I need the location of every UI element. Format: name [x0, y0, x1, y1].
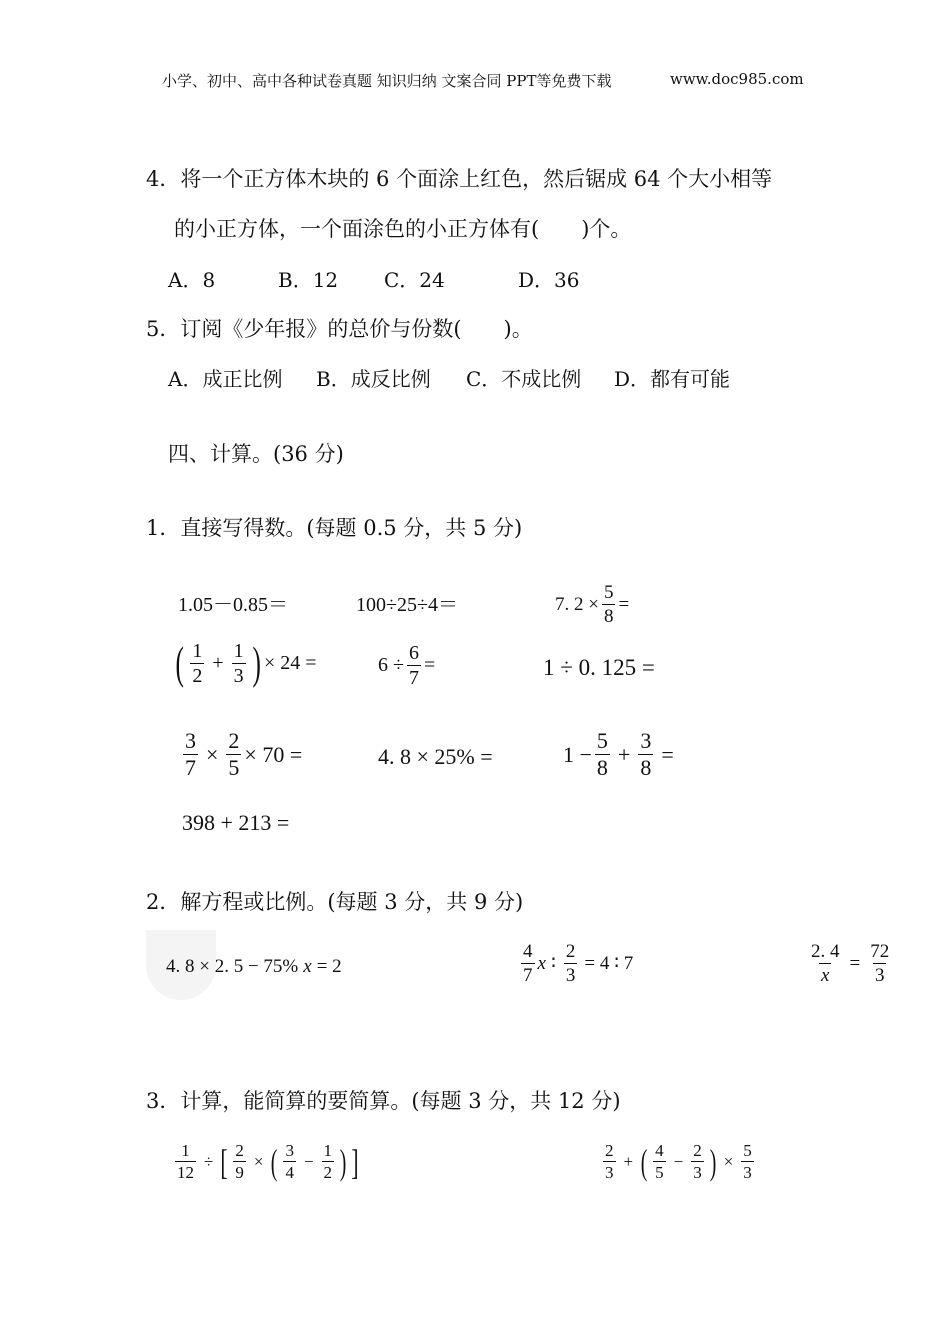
equation-3: [806, 942, 894, 985]
expr-2: 100÷25÷4＝: [356, 594, 458, 616]
simplify-expr-2: [600, 1142, 757, 1181]
equation-1-lead: 4. 8 × 2. 5 − 75%: [166, 956, 299, 977]
fraction: $\frac{5}{8}$: [603, 582, 614, 627]
fraction: $\frac{2}{3}$: [693, 1141, 702, 1182]
right-bracket: ]: [351, 1141, 359, 1182]
equals: =: [423, 654, 436, 676]
header-text: 小学、初中、高中各种试卷真题 知识归纳 文案合同 PPT等免费下载: [162, 72, 612, 90]
expr-7: [180, 730, 302, 779]
minus: −: [303, 1151, 314, 1171]
expr-8: 4. 8 × 25% =: [378, 744, 493, 769]
expr-1: 1.05－0.85＝: [178, 594, 288, 616]
fraction: $\frac{2. 4}{x}$: [811, 941, 840, 986]
equals: =: [661, 741, 674, 767]
times: ×: [723, 1151, 734, 1171]
right-paren: ): [339, 1141, 347, 1182]
expr-5-lead: 6 ÷: [378, 654, 404, 676]
fraction: $\frac{6}{7}$: [408, 642, 419, 689]
equals: =: [618, 593, 630, 615]
minus: −: [673, 1151, 684, 1171]
left-paren: (: [175, 637, 184, 688]
right-paren: ): [709, 1141, 716, 1182]
q5-option-a: A．成正比例: [168, 367, 283, 391]
q5-option-c: C．不成比例: [466, 367, 582, 391]
plus: +: [617, 741, 631, 767]
part1-title: 1．直接写得数。(每题 0.5 分，共 5 分): [146, 516, 523, 540]
fraction: $\frac{3}{8}$: [640, 728, 652, 780]
fraction: $\frac{1}{3}$: [233, 639, 244, 687]
expr-4: [172, 637, 317, 688]
section-4-title: 四、计算。(36 分): [168, 442, 344, 466]
fraction: $\frac{2}{3}$: [565, 941, 576, 986]
part2-title: 2．解方程或比例。(每题 3 分，共 9 分): [146, 890, 524, 914]
variable-x: x: [303, 956, 312, 977]
equation-1-rhs: = 2: [316, 956, 342, 977]
fraction: $\frac{3}{4}$: [285, 1141, 294, 1182]
simplify-expr-1: [172, 1142, 361, 1181]
plus: +: [623, 1151, 634, 1171]
equation-2: [518, 942, 633, 985]
expr-9-lead: 1 −: [563, 741, 592, 767]
fraction: $\frac{2}{9}$: [235, 1141, 244, 1182]
left-bracket: [: [220, 1141, 228, 1182]
q4-option-b: B．12: [278, 268, 339, 292]
q4-line1: 4．将一个正方体木块的 6 个面涂上红色，然后锯成 64 个大小相等: [146, 167, 773, 191]
times: ×: [253, 1151, 264, 1171]
equals: =: [849, 952, 861, 974]
expr-3: [555, 583, 629, 626]
ratio-colon: ∶: [550, 953, 556, 974]
fraction: $\frac{1}{12}$: [177, 1141, 194, 1182]
q4-option-d: D．36: [518, 268, 580, 292]
plus: +: [212, 651, 224, 674]
fraction: $\frac{1}{2}$: [323, 1141, 333, 1182]
fraction: $\frac{4}{5}$: [655, 1141, 664, 1182]
expr-9: [563, 730, 679, 779]
q4-line2: 的小正方体，一个面涂色的小正方体有( )个。: [174, 217, 632, 241]
q5-option-d: D．都有可能: [614, 367, 731, 391]
left-paren: (: [640, 1141, 648, 1182]
variable-x: x: [537, 952, 546, 974]
q4-option-a: A．8: [168, 268, 216, 292]
expr-3-lead: 7. 2 ×: [555, 593, 599, 615]
fraction: $\frac{5}{8}$: [596, 728, 608, 780]
equation-1: [166, 956, 342, 978]
times: ×: [206, 741, 219, 767]
q5-text: 5．订阅《少年报》的总价与份数( )。: [146, 317, 533, 341]
divide: ÷: [204, 1151, 214, 1171]
part3-title: 3．计算，能简算的要简算。(每题 3 分，共 12 分): [146, 1089, 621, 1113]
expr-5: [378, 643, 435, 688]
expr-10: 398 + 213 =: [182, 810, 290, 835]
fraction: $\frac{2}{3}$: [605, 1141, 614, 1182]
fraction: $\frac{5}{3}$: [743, 1141, 752, 1182]
equation-2-rhs: = 4 ∶ 7: [584, 953, 634, 974]
expr-6: 1 ÷ 0. 125 =: [543, 655, 655, 680]
fraction: $\frac{72}{3}$: [870, 941, 890, 986]
expr-7-rest: × 70 =: [244, 741, 303, 767]
header-url[interactable]: www.doc985.com: [670, 70, 804, 88]
left-paren: (: [271, 1141, 278, 1182]
fraction: $\frac{3}{7}$: [185, 728, 196, 780]
right-paren: ): [252, 637, 261, 688]
expr-4-rest: × 24 =: [263, 651, 317, 674]
fraction: $\frac{1}{2}$: [192, 639, 203, 687]
q4-option-c: C．24: [384, 268, 445, 292]
fraction: $\frac{4}{7}$: [523, 941, 533, 986]
q5-option-b: B．成反比例: [316, 367, 431, 391]
fraction: $\frac{2}{5}$: [228, 728, 240, 780]
